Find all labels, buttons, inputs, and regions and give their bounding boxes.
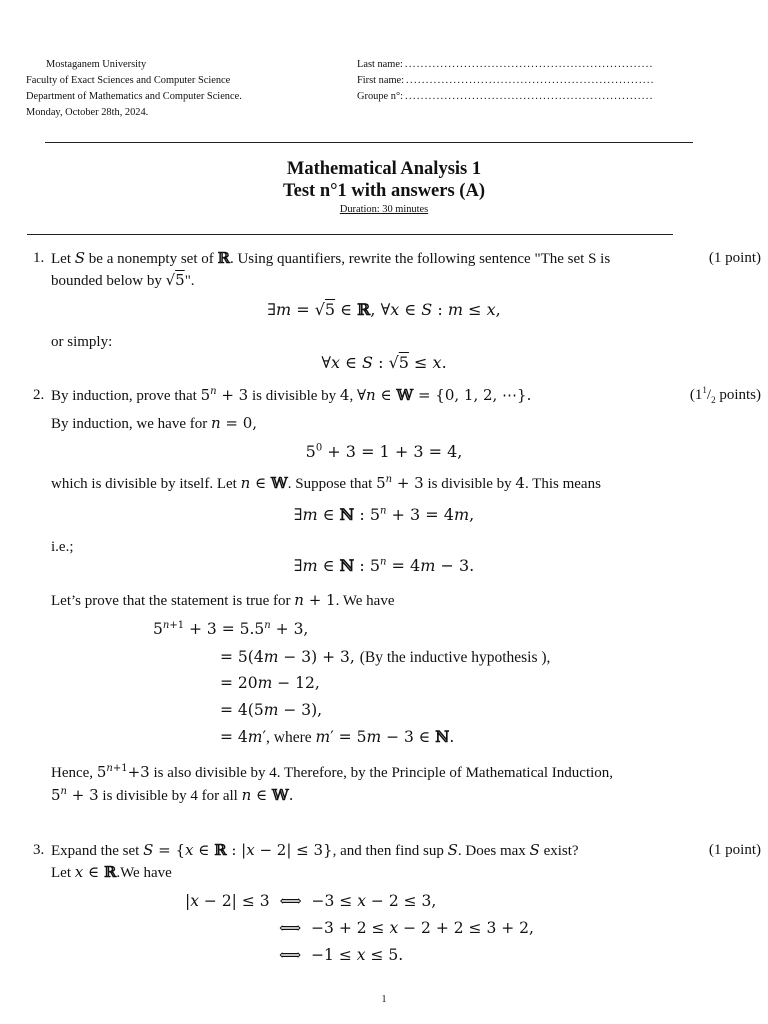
university-name: Mostaganem University (46, 59, 147, 70)
student-info-block (357, 57, 675, 105)
q1-line2: bounded below by √5". (51, 271, 195, 289)
first-name-row (357, 73, 675, 89)
q2-lets-prove: Let’s prove that the statement is true for n + 1. We have (51, 591, 395, 609)
q2-conclusion: $5^n + 3$ is divisible by 4 for all n ∈ 𝕎. (51, 786, 294, 804)
q2-step-1: $5^{n+1} + 3 = 5.5^n + 3$, (153, 619, 309, 638)
q1-formula-2: ∀x ∈ S : √5 ≤ x. (321, 353, 447, 372)
q3-let-x: Let x ∈ ℝ.We have (51, 863, 172, 881)
first-name-field: ............................................................... (406, 75, 655, 86)
course-title: Mathematical Analysis 1 (286, 159, 482, 179)
q2-step-3: = 20m − 12, (220, 674, 320, 692)
q3-step-2: ⟺ −3 + 2 ≤ x − 2 + 2 ≤ 3 + 2, (279, 919, 534, 937)
q2-hypothesis-2: ∃m ∈ ℕ : $5^n = 4m - 3$. (293, 556, 475, 575)
exam-date: Monday, October 28th, 2024. (26, 107, 149, 118)
q2-intro: By induction, we have for n = 0, (51, 414, 258, 432)
groupe-row (357, 89, 675, 105)
q1-number: 1. (33, 250, 45, 266)
faculty-name: Faculty of Exact Sciences and Computer Science (26, 75, 231, 86)
q2-ie: i.e.; (51, 539, 74, 555)
q2-hypothesis: ∃m ∈ ℕ : $5^n + 3 = 4m$, (293, 505, 475, 524)
q3-text: Expand the set S = {x ∈ ℝ : |x − 2| ≤ 3}, and then find sup S. Does max S exist? (51, 841, 579, 859)
q2-hence: Hence, $5^{n+1}+3$ is also divisible by 4. Therefore, by the Principle of Mathematical Induction, (51, 763, 614, 781)
q2-number: 2. (33, 387, 45, 403)
q1-formula-1: ∃m = √5 ∈ ℝ, ∀x ∈ S : m ≤ x, (267, 300, 501, 319)
last-name-row (357, 57, 675, 73)
groupe-label: Groupe n°: (357, 91, 403, 102)
q3-number: 3. (33, 842, 45, 858)
q2-step-4: = 4(5m − 3), (220, 701, 323, 719)
test-title: Test n°1 with answers (A) (282, 181, 485, 201)
page-number: 1 (381, 994, 387, 1005)
last-name-field: ............................................................... (404, 59, 654, 70)
institution-block (26, 57, 242, 121)
q2-step-5: = 4m′, where m′ = 5m − 3 ∈ ℕ. (220, 727, 455, 746)
q3-points: (1 point) (708, 842, 761, 858)
q1-or-simply: or simply: (51, 334, 113, 350)
q3-step-1: |x − 2| ≤ 3 ⟺ −3 ≤ x − 2 ≤ 3, (185, 892, 437, 910)
groupe-field: ............................................................... (405, 91, 654, 102)
header-divider (45, 142, 693, 143)
first-name-label: First name: (357, 75, 405, 86)
title-block (0, 158, 768, 215)
duration: Duration: 30 minutes (339, 204, 429, 215)
last-name-label: Last name: (357, 59, 403, 70)
q3-step-3: ⟺ −1 ≤ x ≤ 5. (279, 946, 404, 964)
q2-step-2: = 5(4m − 3) + 3, (By the inductive hypothesis ), (220, 648, 551, 666)
q2-points: ($1^1/_2$ points) (689, 385, 761, 405)
title-divider (27, 234, 673, 235)
q2-text: By induction, prove that $5^n + 3$ is divisible by 4, ∀n ∈ 𝕎 = {0, 1, 2, ⋯}. (51, 386, 532, 404)
q2-base-case: $5^0 + 3 = 1 + 3 = 4$, (305, 442, 463, 461)
q1-text: Let S be a nonempty set of ℝ. Using quantifiers, rewrite the following sentence "The set S is (51, 249, 611, 267)
q2-suppose: which is divisible by itself. Let n ∈ 𝕎. Suppose that $5^n + 3$ is divisible by 4. This means (51, 474, 601, 492)
department-name: Department of Mathematics and Computer Science. (26, 91, 242, 102)
q1-points: (1 point) (708, 250, 761, 266)
